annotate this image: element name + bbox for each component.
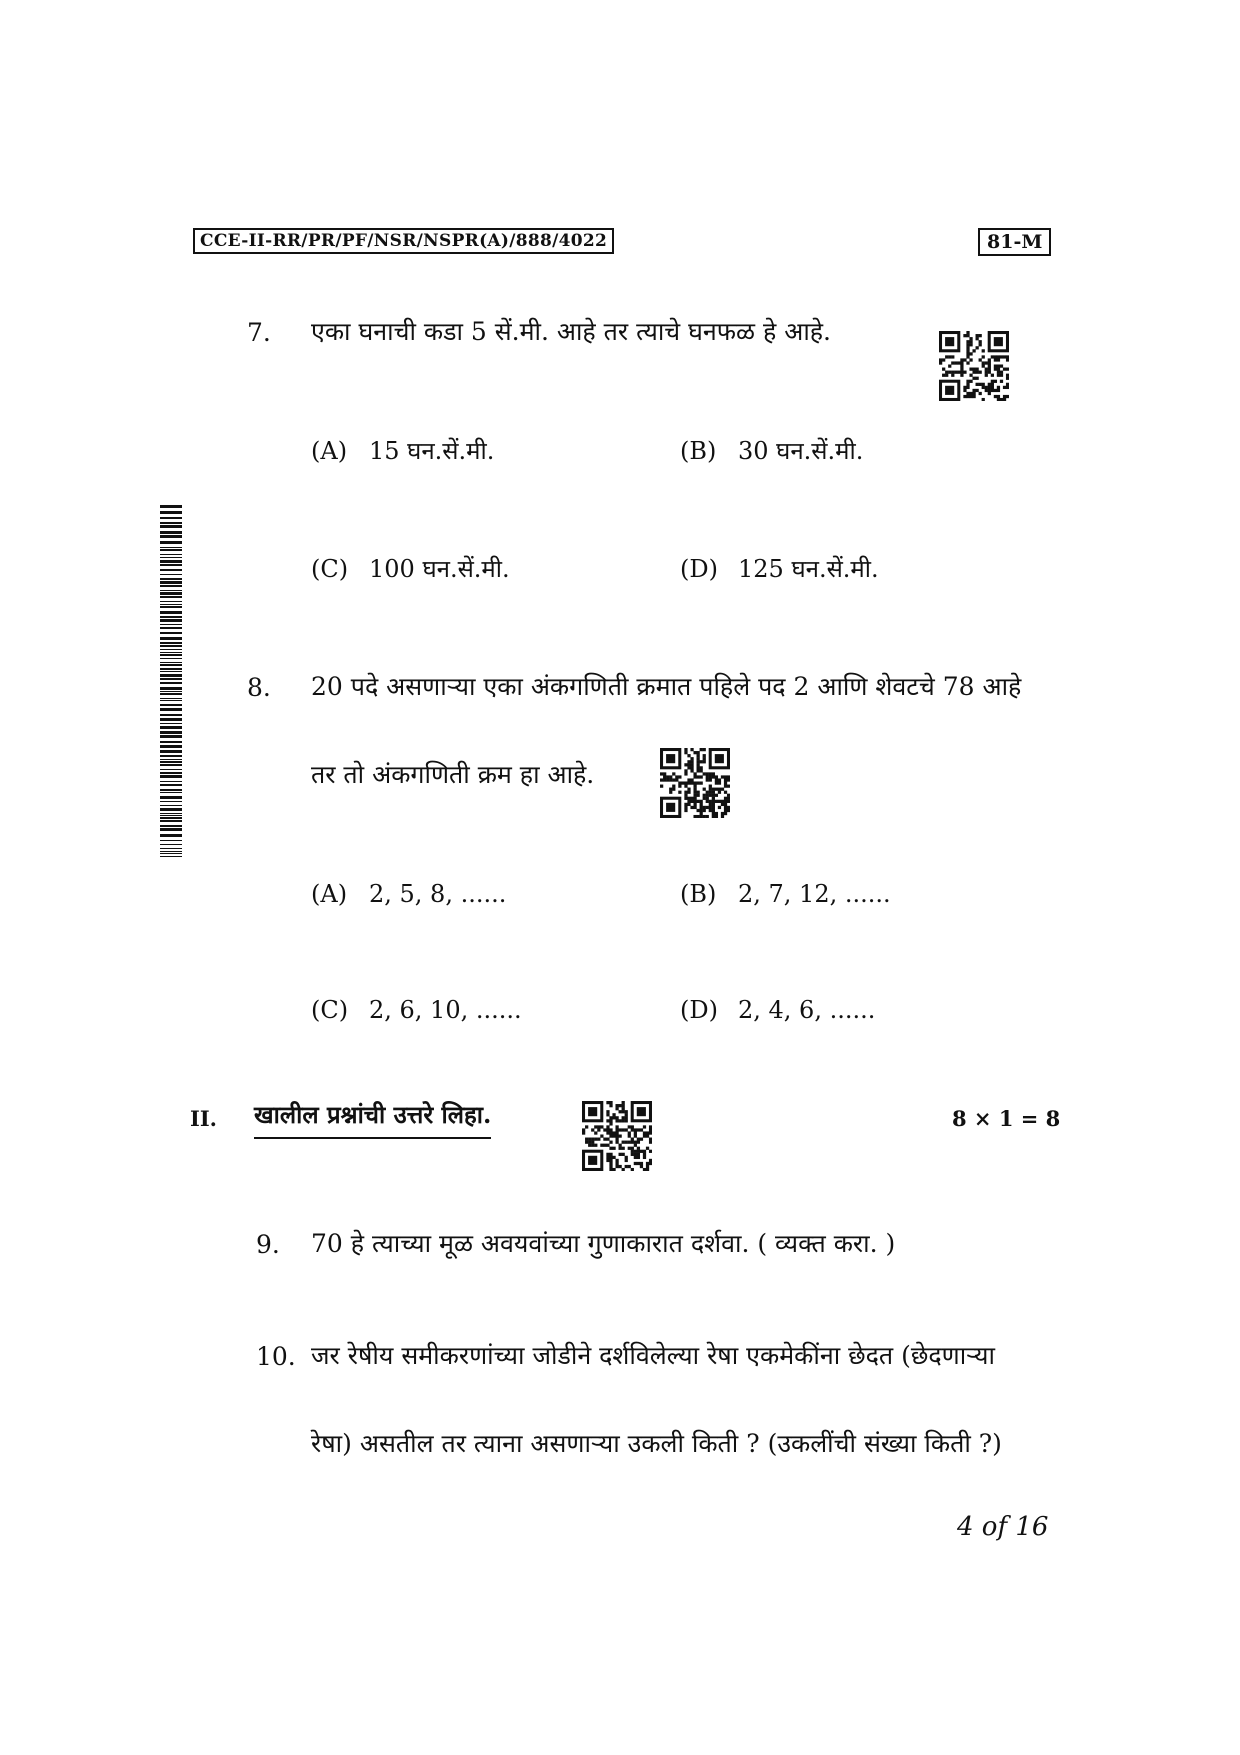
subject-code: 81-M: [978, 228, 1051, 256]
option-value: 2, 5, 8, ......: [369, 880, 507, 908]
qr-code-image: [582, 1101, 652, 1171]
option-label: (A): [311, 880, 348, 908]
question-9-number: 9.: [256, 1230, 280, 1259]
barcode-image: [160, 505, 182, 857]
question-7-option-c: [311, 552, 510, 585]
option-value: 30 घन.सें.मी.: [738, 437, 864, 465]
option-value: 2, 7, 12, ......: [738, 880, 891, 908]
question-8-option-a: [311, 880, 506, 908]
paper-code: CCE-II-RR/PR/PF/NSR/NSPR(A)/888/4022: [193, 228, 614, 254]
section-title: खालील प्रश्नांची उत्तरे लिहा.: [254, 1098, 491, 1139]
question-7-option-b: [680, 434, 863, 467]
question-9-text: 70 हे त्याच्या मूळ अवयवांच्या गुणाकारात दर्शवा. ( व्यक्त करा. ): [311, 1229, 896, 1258]
question-8-number: 8.: [247, 673, 271, 702]
qr-code-image: [939, 331, 1009, 401]
option-label: (B): [680, 880, 717, 908]
option-label: (A): [311, 437, 348, 465]
question-7-option-d: [680, 552, 879, 585]
qr-code-image: [660, 748, 730, 818]
page-number: 4 of 16: [957, 1512, 1049, 1542]
option-label: (D): [680, 996, 718, 1024]
option-label: (C): [311, 555, 349, 583]
option-value: 2, 4, 6, ......: [738, 996, 876, 1024]
option-value: 2, 6, 10, ......: [369, 996, 522, 1024]
section-marks: 8 × 1 = 8: [952, 1106, 1061, 1131]
question-7-option-a: [311, 434, 494, 467]
option-label: (C): [311, 996, 349, 1024]
question-8-text-line-2: तर तो अंकगणिती क्रम हा आहे.: [311, 760, 595, 789]
option-value: 125 घन.सें.मी.: [738, 555, 879, 583]
question-8-option-d: [680, 996, 875, 1024]
question-10-text-line-1: जर रेषीय समीकरणांच्या जोडीने दर्शविलेल्या रेषा एकमेकींना छेदत (छेदणाऱ्या: [311, 1341, 995, 1370]
question-10-text-line-2: रेषा) असतील तर त्याना असणाऱ्या उकली किती ? (उकलींची संख्या किती ?): [311, 1429, 1002, 1458]
question-10-number: 10.: [256, 1342, 296, 1371]
question-8-option-b: [680, 880, 891, 908]
question-7-text: एका घनाची कडा 5 सें.मी. आहे तर त्याचे घनफळ हे आहे.: [311, 317, 831, 346]
question-8-option-c: [311, 996, 522, 1024]
option-label: (B): [680, 437, 717, 465]
option-value: 100 घन.सें.मी.: [369, 555, 510, 583]
question-8-text-line-1: 20 पदे असणाऱ्या एका अंकगणिती क्रमात पहिले पद 2 आणि शेवटचे 78 आहे: [311, 672, 1022, 701]
section-label: II.: [190, 1106, 217, 1131]
option-value: 15 घन.सें.मी.: [369, 437, 495, 465]
question-7-number: 7.: [247, 318, 271, 347]
option-label: (D): [680, 555, 718, 583]
